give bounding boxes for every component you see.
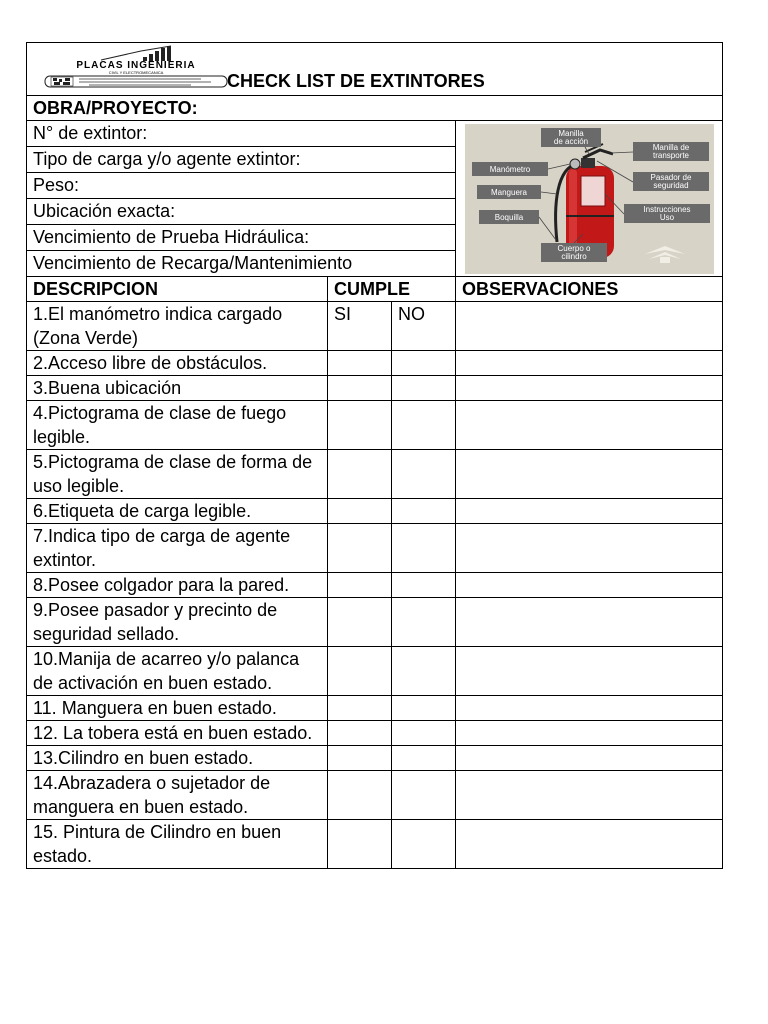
cumple-si-cell[interactable] — [328, 450, 392, 499]
label-manilla-transporte-2: transporte — [652, 150, 689, 160]
observaciones-cell[interactable] — [456, 746, 723, 771]
label-boquilla: Boquilla — [494, 212, 523, 222]
item-description: 11. Manguera en buen estado. — [27, 696, 328, 721]
label-instrucciones-1: Instrucciones — [642, 204, 691, 214]
cumple-si-cell[interactable] — [328, 499, 392, 524]
observaciones-cell[interactable] — [456, 820, 723, 869]
cumple-si-cell[interactable] — [328, 820, 392, 869]
extinguisher-diagram — [465, 124, 714, 274]
label-manilla-accion-1: Manilla — [557, 128, 584, 138]
cumple-si-cell[interactable] — [328, 524, 392, 573]
column-descripcion: DESCRIPCION — [27, 277, 328, 302]
cumple-si-cell[interactable] — [328, 598, 392, 647]
checklist-row — [27, 820, 723, 869]
observaciones-cell[interactable] — [456, 499, 723, 524]
item-description: 13.Cilindro en buen estado. — [27, 746, 328, 771]
label-cuerpo-2: cilindro — [560, 251, 587, 261]
item-description: 15. Pintura de Cilindro en buen estado. — [27, 820, 328, 869]
cumple-no-cell[interactable] — [392, 524, 456, 573]
observaciones-cell[interactable] — [456, 450, 723, 499]
cumple-si-cell[interactable]: SI — [328, 302, 392, 351]
company-logo — [41, 45, 231, 91]
label-manilla-accion-2: de acción — [553, 136, 588, 146]
checklist-row — [27, 771, 723, 820]
checklist-row — [27, 647, 723, 696]
cumple-si-cell[interactable] — [328, 647, 392, 696]
cumple-no-cell[interactable] — [392, 647, 456, 696]
cumple-no-cell[interactable] — [392, 820, 456, 869]
field-tipo-carga: Tipo de carga y/o agente extintor: — [27, 147, 456, 173]
cumple-no-cell[interactable] — [392, 450, 456, 499]
observaciones-cell[interactable] — [456, 401, 723, 450]
field-extintor-number: N° de extintor: — [27, 121, 456, 147]
cumple-si-cell[interactable] — [328, 721, 392, 746]
label-instrucciones-2: Uso — [659, 212, 674, 222]
item-description: 12. La tobera está en buen estado. — [27, 721, 328, 746]
cumple-si-cell[interactable] — [328, 401, 392, 450]
observaciones-cell[interactable] — [456, 696, 723, 721]
item-description: 8.Posee colgador para la pared. — [27, 573, 328, 598]
cumple-si-cell[interactable] — [328, 376, 392, 401]
field-recarga: Vencimiento de Recarga/Mantenimiento — [27, 251, 456, 277]
checklist-row — [27, 573, 723, 598]
cumple-no-cell[interactable] — [392, 499, 456, 524]
observaciones-cell[interactable] — [456, 573, 723, 598]
item-description: 5.Pictograma de clase de forma de uso legible. — [27, 450, 328, 499]
document-title: CHECK LIST DE EXTINTORES — [227, 71, 485, 91]
column-cumple: CUMPLE — [328, 277, 456, 302]
logo-text: PLACAS INGENIERIA — [76, 60, 196, 71]
cumple-si-cell[interactable] — [328, 351, 392, 376]
checklist-row — [27, 302, 723, 351]
checklist-table — [26, 42, 723, 869]
label-manilla-transporte-1: Manilla de — [652, 142, 689, 152]
checklist-row — [27, 499, 723, 524]
item-description: 10.Manija de acarreo y/o palanca de activación en buen estado. — [27, 647, 328, 696]
observaciones-cell[interactable] — [456, 376, 723, 401]
item-description: 2.Acceso libre de obstáculos. — [27, 351, 328, 376]
cumple-si-cell[interactable] — [328, 771, 392, 820]
cumple-no-cell[interactable] — [392, 721, 456, 746]
observaciones-cell[interactable] — [456, 302, 723, 351]
item-description: 3.Buena ubicación — [27, 376, 328, 401]
checklist-items — [27, 302, 723, 869]
checklist-row — [27, 696, 723, 721]
checklist-row — [27, 598, 723, 647]
observaciones-cell[interactable] — [456, 351, 723, 376]
observaciones-cell[interactable] — [456, 721, 723, 746]
checklist-sheet — [26, 42, 722, 869]
observaciones-cell[interactable] — [456, 771, 723, 820]
checklist-row — [27, 721, 723, 746]
cumple-si-cell[interactable] — [328, 696, 392, 721]
cumple-no-cell[interactable] — [392, 746, 456, 771]
item-description: 14.Abrazadera o sujetador de manguera en buen estado. — [27, 771, 328, 820]
column-observaciones: OBSERVACIONES — [456, 277, 723, 302]
logo-subtext: CIVIL Y ELECTROMECANICA — [108, 70, 164, 75]
header-row — [27, 43, 723, 96]
item-description: 6.Etiqueta de carga legible. — [27, 499, 328, 524]
cumple-no-cell[interactable] — [392, 376, 456, 401]
cumple-no-cell[interactable]: NO — [392, 302, 456, 351]
cumple-si-cell[interactable] — [328, 746, 392, 771]
item-description: 9.Posee pasador y precinto de seguridad sellado. — [27, 598, 328, 647]
observaciones-cell[interactable] — [456, 524, 723, 573]
checklist-row — [27, 450, 723, 499]
checklist-row — [27, 401, 723, 450]
checklist-row — [27, 746, 723, 771]
observaciones-cell[interactable] — [456, 647, 723, 696]
label-manometro: Manómetro — [489, 164, 530, 174]
project-label: OBRA/PROYECTO: — [27, 96, 723, 121]
cumple-no-cell[interactable] — [392, 351, 456, 376]
label-cuerpo-1: Cuerpo o — [557, 243, 590, 253]
item-description: 4.Pictograma de clase de fuego legible. — [27, 401, 328, 450]
checklist-row — [27, 351, 723, 376]
label-pasador-2: seguridad — [652, 180, 689, 190]
field-peso: Peso: — [27, 173, 456, 199]
cumple-no-cell[interactable] — [392, 401, 456, 450]
item-description: 7.Indica tipo de carga de agente extintor. — [27, 524, 328, 573]
observaciones-cell[interactable] — [456, 598, 723, 647]
checklist-row — [27, 524, 723, 573]
label-manguera: Manguera — [490, 187, 527, 197]
label-pasador-1: Pasador de — [650, 172, 691, 182]
cumple-no-cell[interactable] — [392, 573, 456, 598]
cumple-no-cell[interactable] — [392, 771, 456, 820]
extinguisher-diagram-cell — [456, 121, 723, 277]
field-prueba-hidraulica: Vencimiento de Prueba Hidráulica: — [27, 225, 456, 251]
item-description: 1.El manómetro indica cargado (Zona Verde) — [27, 302, 328, 351]
cumple-si-cell[interactable] — [328, 573, 392, 598]
cumple-no-cell[interactable] — [392, 696, 456, 721]
checklist-row — [27, 376, 723, 401]
field-ubicacion: Ubicación exacta: — [27, 199, 456, 225]
cumple-no-cell[interactable] — [392, 598, 456, 647]
